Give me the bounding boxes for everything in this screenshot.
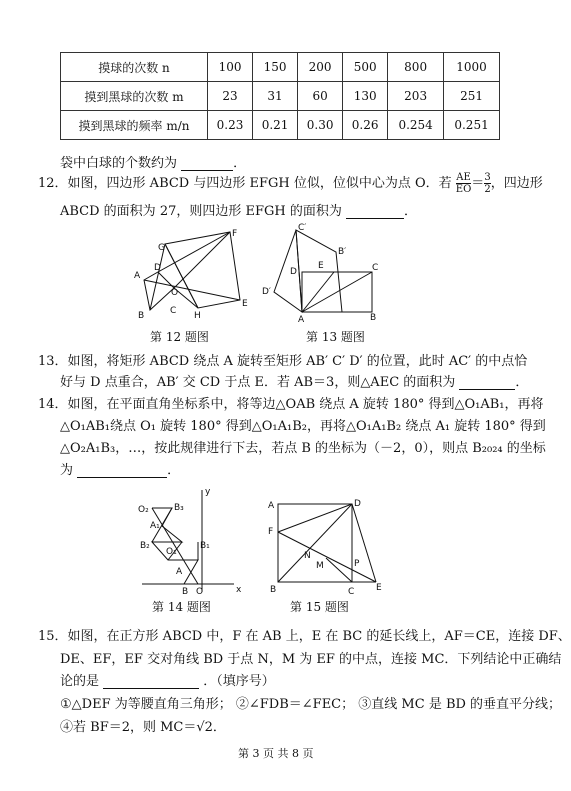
q14-line1: 14．如图，在平面直角坐标系中，将等边△OAB 绕点 A 旋转 180° 得到△O₁AB₁，再将 xyxy=(38,397,544,412)
fraction-3-2: $\frac{3}{2}$ xyxy=(484,172,491,195)
frequency-table xyxy=(60,52,500,140)
page-footer: 第 3 页 共 8 页 xyxy=(238,747,314,760)
svg-text:B: B xyxy=(270,585,277,595)
fraction-ae-eo: $\frac{AE}{EO}$ xyxy=(455,172,472,195)
svg-text:y: y xyxy=(205,487,211,497)
q11-tail: 袋中白球的个数约为 ． xyxy=(60,156,247,171)
svg-text:C′: C′ xyxy=(298,223,307,233)
q14-line4: 为 ． xyxy=(60,463,181,478)
table-cell: 0.26 xyxy=(343,111,388,140)
caption-15: 第 15 题图 xyxy=(290,600,349,614)
table-cell: 150 xyxy=(253,53,298,82)
svg-text:O₁: O₁ xyxy=(166,547,177,557)
svg-text:O₂: O₂ xyxy=(138,505,149,515)
table-cell: 0.30 xyxy=(298,111,343,140)
caption-13: 第 13 题图 xyxy=(306,330,365,344)
answer-blank xyxy=(346,218,404,219)
svg-text:N: N xyxy=(304,551,311,561)
answer-blank xyxy=(181,170,233,171)
q15-options-line1: ①△DEF 为等腰直角三角形； ②∠FDB＝∠FEC； ③直线 MC 是 BD 的垂直平分线； xyxy=(60,697,562,712)
q15-line3: 论的是 ．（填序号） xyxy=(60,674,275,689)
svg-text:C: C xyxy=(348,587,355,597)
q15-options-line2: ④若 BF＝2，则 MC＝√2． xyxy=(60,720,226,735)
q12-line1: 12．如图，四边形 ABCD 与四边形 EFGH 位似，位似中心为点 O．若 $\frac{AE}{EO}$ ＝ $\frac{3}{2}$ ，四边形 xyxy=(38,172,543,195)
table-cell: 203 xyxy=(388,82,444,111)
svg-text:D: D xyxy=(354,499,361,509)
figure-14 xyxy=(132,484,242,597)
svg-text:D′: D′ xyxy=(262,287,271,297)
svg-text:B₁: B₁ xyxy=(200,541,210,551)
table-cell: 0.21 xyxy=(253,111,298,140)
svg-text:E: E xyxy=(242,299,248,309)
q15-line1: 15．如图，在正方形 ABCD 中，F 在 AB 上，E 在 BC 的延长线上，AF＝CE，连接 DF、 xyxy=(38,629,571,644)
svg-text:x: x xyxy=(236,585,242,595)
svg-text:B₃: B₃ xyxy=(174,503,184,513)
svg-text:A: A xyxy=(176,567,183,577)
table-cell: 0.251 xyxy=(444,111,500,140)
table-cell: 130 xyxy=(343,82,388,111)
table-row xyxy=(61,53,500,82)
row-header: 摸到黑球的频率 m/n xyxy=(61,111,208,140)
table-row xyxy=(61,82,500,111)
svg-text:P: P xyxy=(354,559,360,569)
svg-text:B: B xyxy=(138,311,145,321)
svg-text:D: D xyxy=(290,267,297,277)
q14-line3: △O₂A₁B₃，…，按此规律进行下去，若点 B 的坐标为（－2，0），则点 B₂₀₂₄ 的坐标 xyxy=(60,441,546,456)
svg-text:C: C xyxy=(372,263,379,273)
q15-line2: DE、EF，EF 交对角线 BD 于点 N，M 为 EF 的中点，连接 MC．下列结论中正确结 xyxy=(60,652,562,667)
svg-text:B: B xyxy=(370,313,377,323)
table-cell: 800 xyxy=(388,53,444,82)
svg-text:D: D xyxy=(154,263,161,273)
table-cell: 31 xyxy=(253,82,298,111)
row-header: 摸球的次数 n xyxy=(61,53,208,82)
table-cell: 23 xyxy=(208,82,253,111)
svg-text:B₂: B₂ xyxy=(140,541,150,551)
table-cell: 251 xyxy=(444,82,500,111)
svg-text:H: H xyxy=(194,311,201,321)
table-cell: 500 xyxy=(343,53,388,82)
svg-text:F: F xyxy=(232,229,238,239)
q14-line2: △O₁AB₁绕点 O₁ 旋转 180° 得到△O₁A₁B₂，再将△O₁A₁B₂ 绕点 A₁ 旋转 180° 得到 xyxy=(60,419,546,434)
svg-text:B′: B′ xyxy=(338,247,347,257)
svg-text:A: A xyxy=(298,315,305,325)
q13-line1: 13．如图，将矩形 ABCD 绕点 A 旋转至矩形 AB′ C′ D′ 的位置，此时 AC′ 的中点恰 xyxy=(38,354,528,369)
table-cell: 100 xyxy=(208,53,253,82)
svg-text:O: O xyxy=(171,288,179,298)
svg-text:G: G xyxy=(158,243,165,253)
figure-12 xyxy=(130,228,260,328)
row-header: 摸到黑球的次数 m xyxy=(61,82,208,111)
svg-text:M: M xyxy=(316,561,324,571)
table-cell: 1000 xyxy=(444,53,500,82)
caption-12: 第 12 题图 xyxy=(150,330,209,344)
figure-13 xyxy=(262,222,379,325)
table-row xyxy=(61,111,500,140)
q12-line2: ABCD 的面积为 27，则四边形 EFGH 的面积为 ． xyxy=(60,204,418,219)
caption-14: 第 14 题图 xyxy=(152,600,211,614)
svg-text:B: B xyxy=(182,587,189,597)
svg-text:O: O xyxy=(196,587,204,597)
table-cell: 200 xyxy=(298,53,343,82)
svg-text:A₁: A₁ xyxy=(150,521,160,531)
q13-line2: 好与 D 点重合，AB′ 交 CD 于点 E．若 AB＝3，则△AEC 的面积为 ． xyxy=(60,375,529,390)
svg-text:E: E xyxy=(318,261,324,271)
table-cell: 0.254 xyxy=(388,111,444,140)
answer-blank xyxy=(459,389,515,390)
table-cell: 60 xyxy=(298,82,343,111)
answer-blank xyxy=(77,477,167,478)
svg-text:E: E xyxy=(376,583,382,593)
fig12-quad-abcd xyxy=(144,272,174,310)
svg-text:A: A xyxy=(134,271,141,281)
svg-text:C: C xyxy=(170,306,177,316)
svg-text:F: F xyxy=(268,527,274,537)
table-cell: 0.23 xyxy=(208,111,253,140)
answer-blank xyxy=(103,688,199,689)
figure-15 xyxy=(268,496,388,596)
svg-text:A: A xyxy=(268,501,275,511)
